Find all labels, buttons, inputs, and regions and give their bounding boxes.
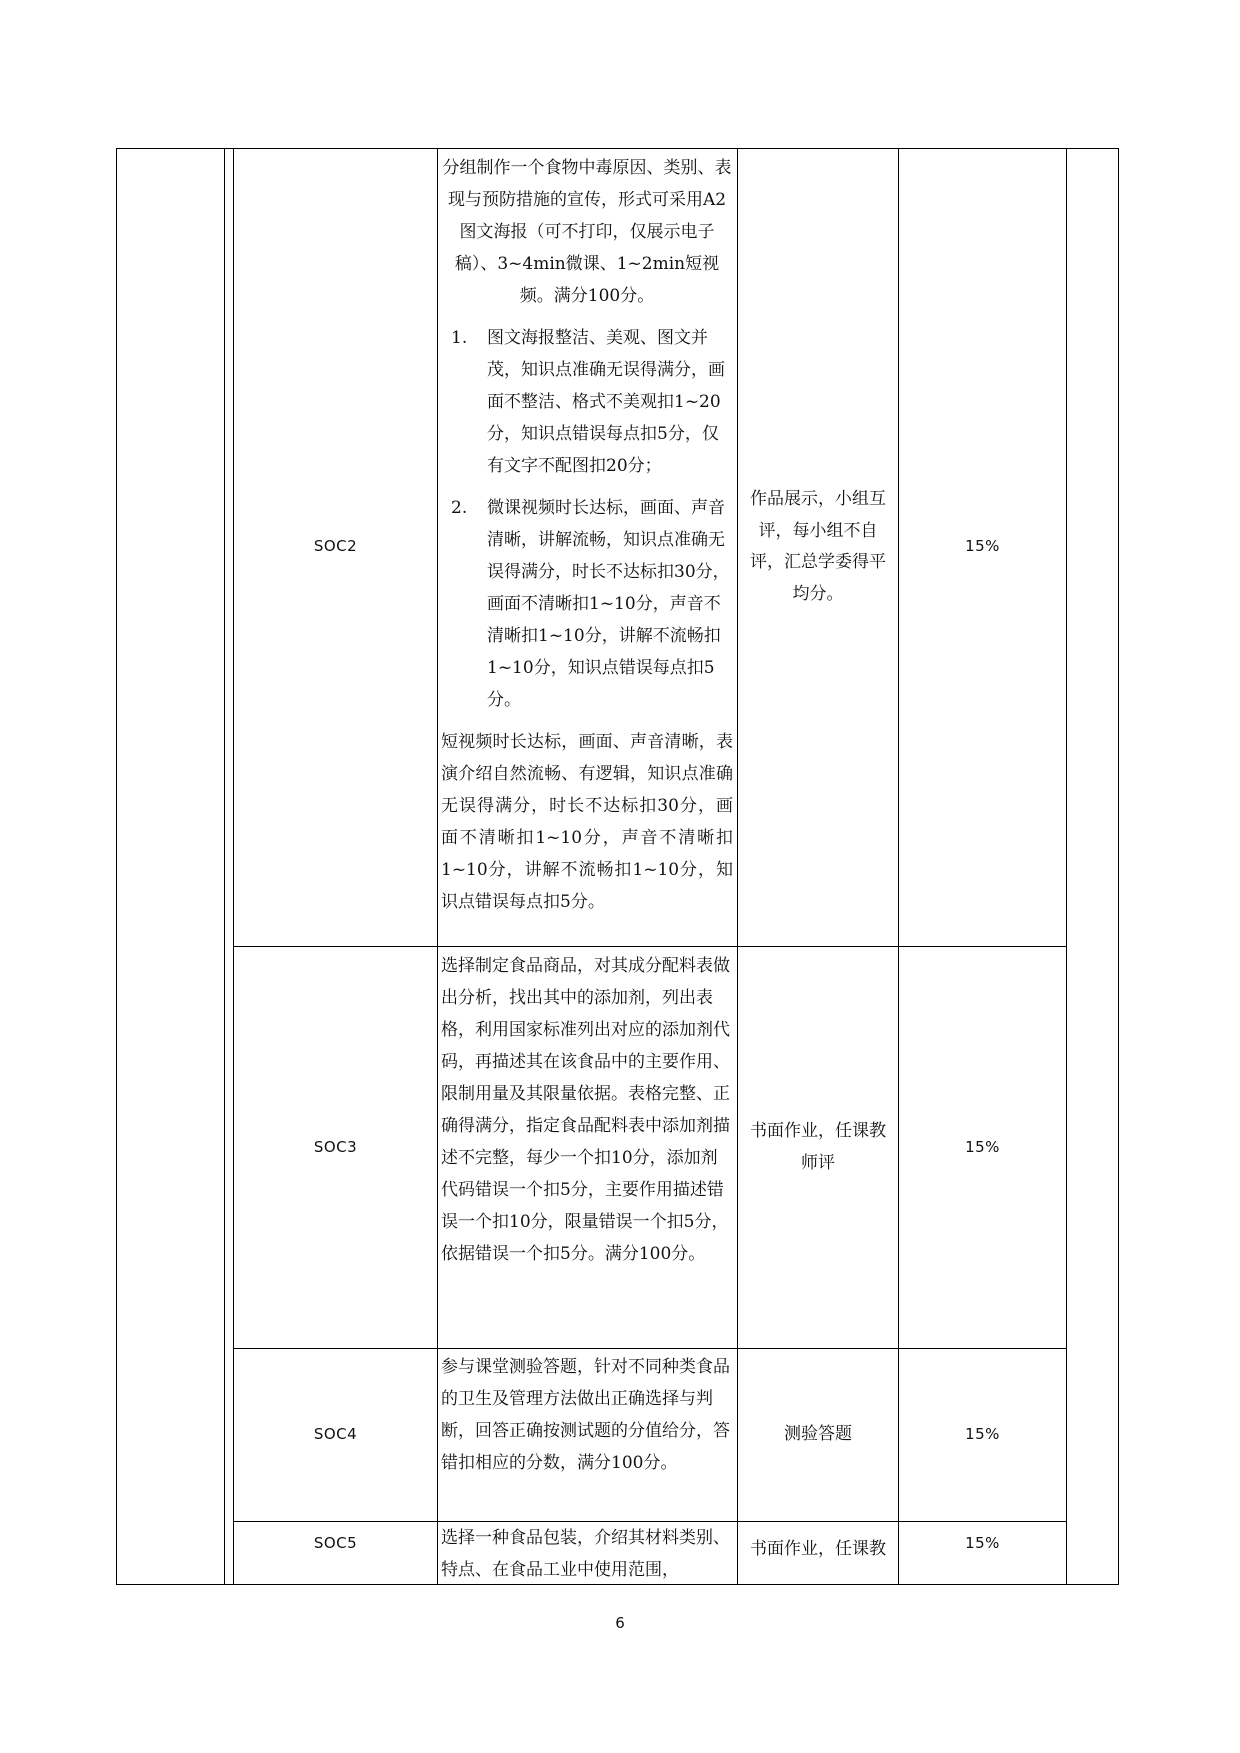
objective-code: SOC4 [313,1425,358,1444]
weight-value: 15% [965,1534,1000,1553]
list-item [441,492,733,716]
assessment-description [441,152,733,918]
column-divider [1066,148,1067,1584]
assessment-method: 书面作业，任课教 [750,1539,886,1560]
table-border-bottom [116,1584,1119,1585]
column-divider [224,148,225,1584]
weight-value: 15% [965,1137,1000,1156]
description-outro: 短视频时长达标，画面、声音清晰，表演介绍自然流畅、有逻辑，知识点准确无误得满分，时长不达标扣30分，画面不清晰扣1~10分，声音不清晰扣1~10分，讲解不流畅扣1~10分，知识点错误每点扣5分。 [441,732,733,912]
column-divider [737,148,738,1584]
objective-code: SOC5 [313,1534,358,1553]
assessment-method: 作品展示，小组互评，每小组不自评，汇总学委得平均分。 [750,489,886,604]
list-item [441,322,733,482]
objective-code: SOC2 [313,537,358,556]
list-text: 微课视频时长达标，画面、声音清晰，讲解流畅，知识点准确无误得满分，时长不达标扣30分，画面不清晰扣1~10分，声音不清晰扣1~10分，讲解不流畅扣1~10分，知识点错误每点扣5分。 [487,498,730,710]
assessment-description: 选择一种食品包装，介绍其材料类别、特点、在食品工业中使用范围， [441,1528,730,1580]
page-number: 6 [615,1614,625,1632]
table-border-right [1118,148,1119,1584]
table-border-left [116,148,117,1584]
weight-value: 15% [965,1425,1000,1444]
assessment-description: 参与课堂测验答题，针对不同种类食品的卫生及管理方法做出正确选择与判断，回答正确按测试题的分值给分，答错扣相应的分数，满分100分。 [441,1357,730,1473]
list-number: 2. [451,498,468,518]
assessment-method: 书面作业，任课教师评 [750,1121,886,1173]
list-number: 1. [451,328,468,348]
weight-value: 15% [965,537,1000,556]
list-text: 图文海报整洁、美观、图文并茂，知识点准确无误得满分，画面不整洁、格式不美观扣1~20分，知识点错误每点扣5分，仅有文字不配图扣20分； [487,328,725,476]
assessment-method: 测验答题 [784,1424,852,1445]
description-intro: 分组制作一个食物中毒原因、类别、表现与预防措施的宣传，形式可采用A2图文海报（可不打印，仅展示电子稿）、3~4min微课、1~2min短视频。满分100分。 [442,158,732,306]
column-divider [437,148,438,1584]
objective-code: SOC3 [313,1137,358,1156]
assessment-description: 选择制定食品商品，对其成分配料表做出分析，找出其中的添加剂，列出表格，利用国家标准列出对应的添加剂代码，再描述其在该食品中的主要作用、限制用量及其限量依据。表格完整、正确得满分，指定食品配料表中添加剂描述不完整，每少一个扣10分，添加剂代码错误一个扣5分，主要作用描述错误一个扣10分，限量错误一个扣5分，依据错误一个扣5分。满分100分。 [441,956,730,1264]
